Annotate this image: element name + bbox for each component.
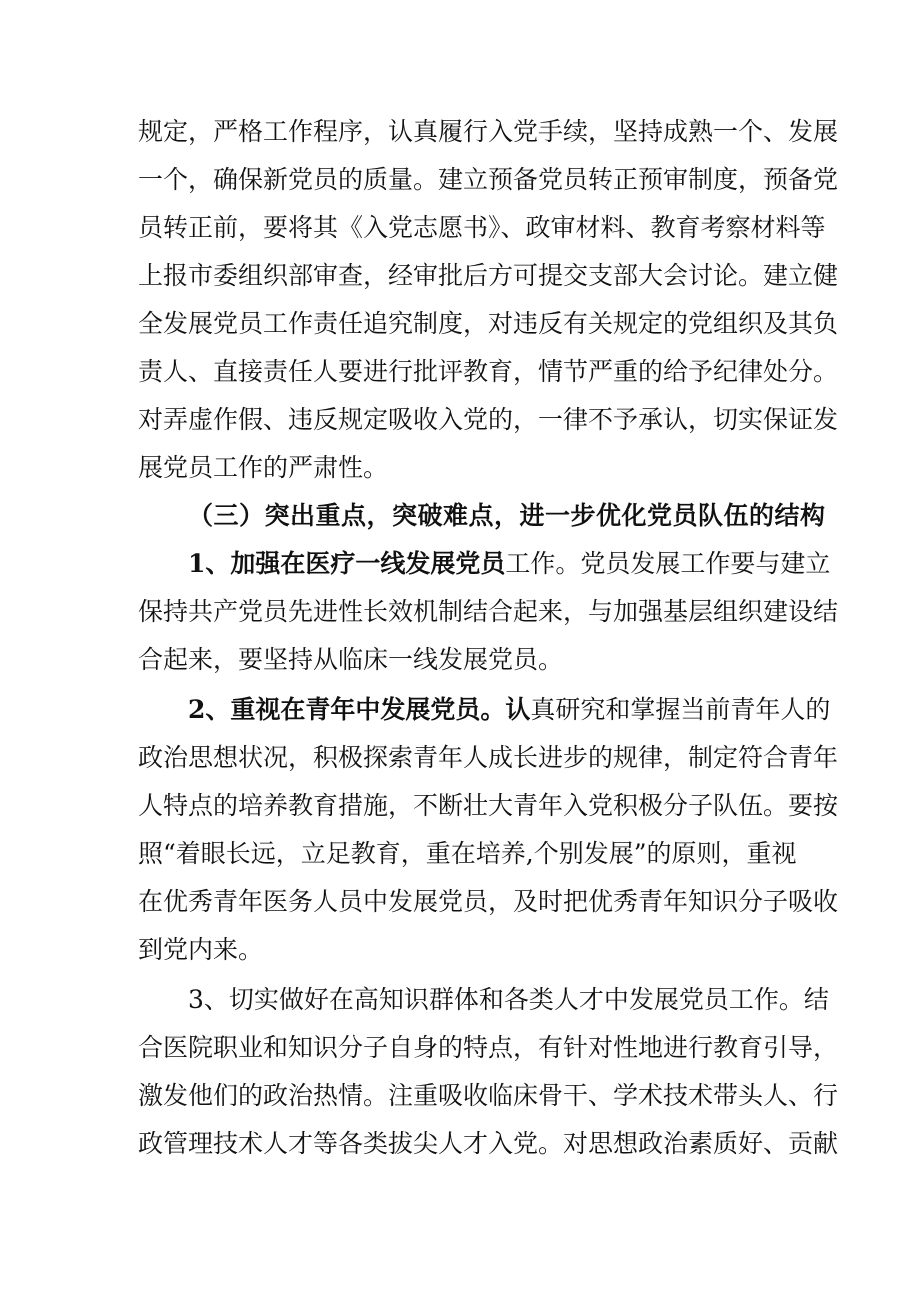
item-2-line: 政治思想状况，积极探索青年人成长进步的规律，制定符合青年 <box>138 743 839 772</box>
item-1-line: 合起来，要坚持从临床一线发展党员。 <box>138 645 564 674</box>
paragraph-1-line: 全发展党员工作责任追究制度，对违反有关规定的党组织及其负 <box>138 309 839 338</box>
item-2-line: 照“着眼长远，立足教育，重在培养,个别发展”的原则，重视 <box>138 839 797 868</box>
item-3-line: 激发他们的政治热情。注重吸收临床骨干、学术技术带头人、行 <box>138 1081 839 1110</box>
item-1-title: 1、加强在医疗一线发展党员 <box>188 549 506 578</box>
paragraph-1-line: 规定，严格工作程序，认真履行入党手续，坚持成熟一个、发展 <box>138 117 839 146</box>
paragraph-1-line: 一个，确保新党员的质量。建立预备党员转正预审制度，预备党 <box>138 165 839 194</box>
item-2-line: 人特点的培养教育措施，不断壮大青年入党积极分子队伍。要按 <box>138 791 839 820</box>
item-1-text: 工作。党员发展工作要与建立 <box>505 549 831 578</box>
item-1-first-line <box>188 547 831 581</box>
item-2-title: 2、重视在青年中发展党员。认 <box>188 695 531 724</box>
item-2-line: 在优秀青年医务人员中发展党员，及时把优秀青年知识分子吸收 <box>138 887 839 916</box>
paragraph-1-line: 上报市委组织部审查，经审批后方可提交支部大会讨论。建立健 <box>138 261 839 290</box>
paragraph-1-line: 责人、直接责任人要进行批评教育，情节严重的给予纪律处分。 <box>138 357 839 386</box>
item-1-line: 保持共产党员先进性长效机制结合起来，与加强基层组织建设结 <box>138 597 839 626</box>
item-3-first-line: 3、切实做好在高知识群体和各类人才中发展党员工作。结 <box>188 985 829 1014</box>
item-3-line: 政管理技术人才等各类拔尖人才入党。对思想政治素质好、贡献 <box>138 1129 839 1158</box>
paragraph-1-line: 展党员工作的严肃性。 <box>138 453 389 482</box>
paragraph-1-line: 员转正前，要将其《入党志愿书》、政审材料、教育考察材料等 <box>138 213 826 242</box>
paragraph-1-line: 对弄虚作假、违反规定吸收入党的，一律不予承认，切实保证发 <box>138 405 839 434</box>
section-heading-3: （三）突出重点，突破难点，进一步优化党员队伍的结构 <box>188 501 826 530</box>
item-3-line: 合医院职业和知识分子自身的特点，有针对性地进行教育引导， <box>138 1033 839 1062</box>
item-2-line: 到党内来。 <box>138 935 264 964</box>
item-2-text: 真研究和掌握当前青年人的 <box>530 695 831 724</box>
item-2-first-line <box>188 693 831 727</box>
